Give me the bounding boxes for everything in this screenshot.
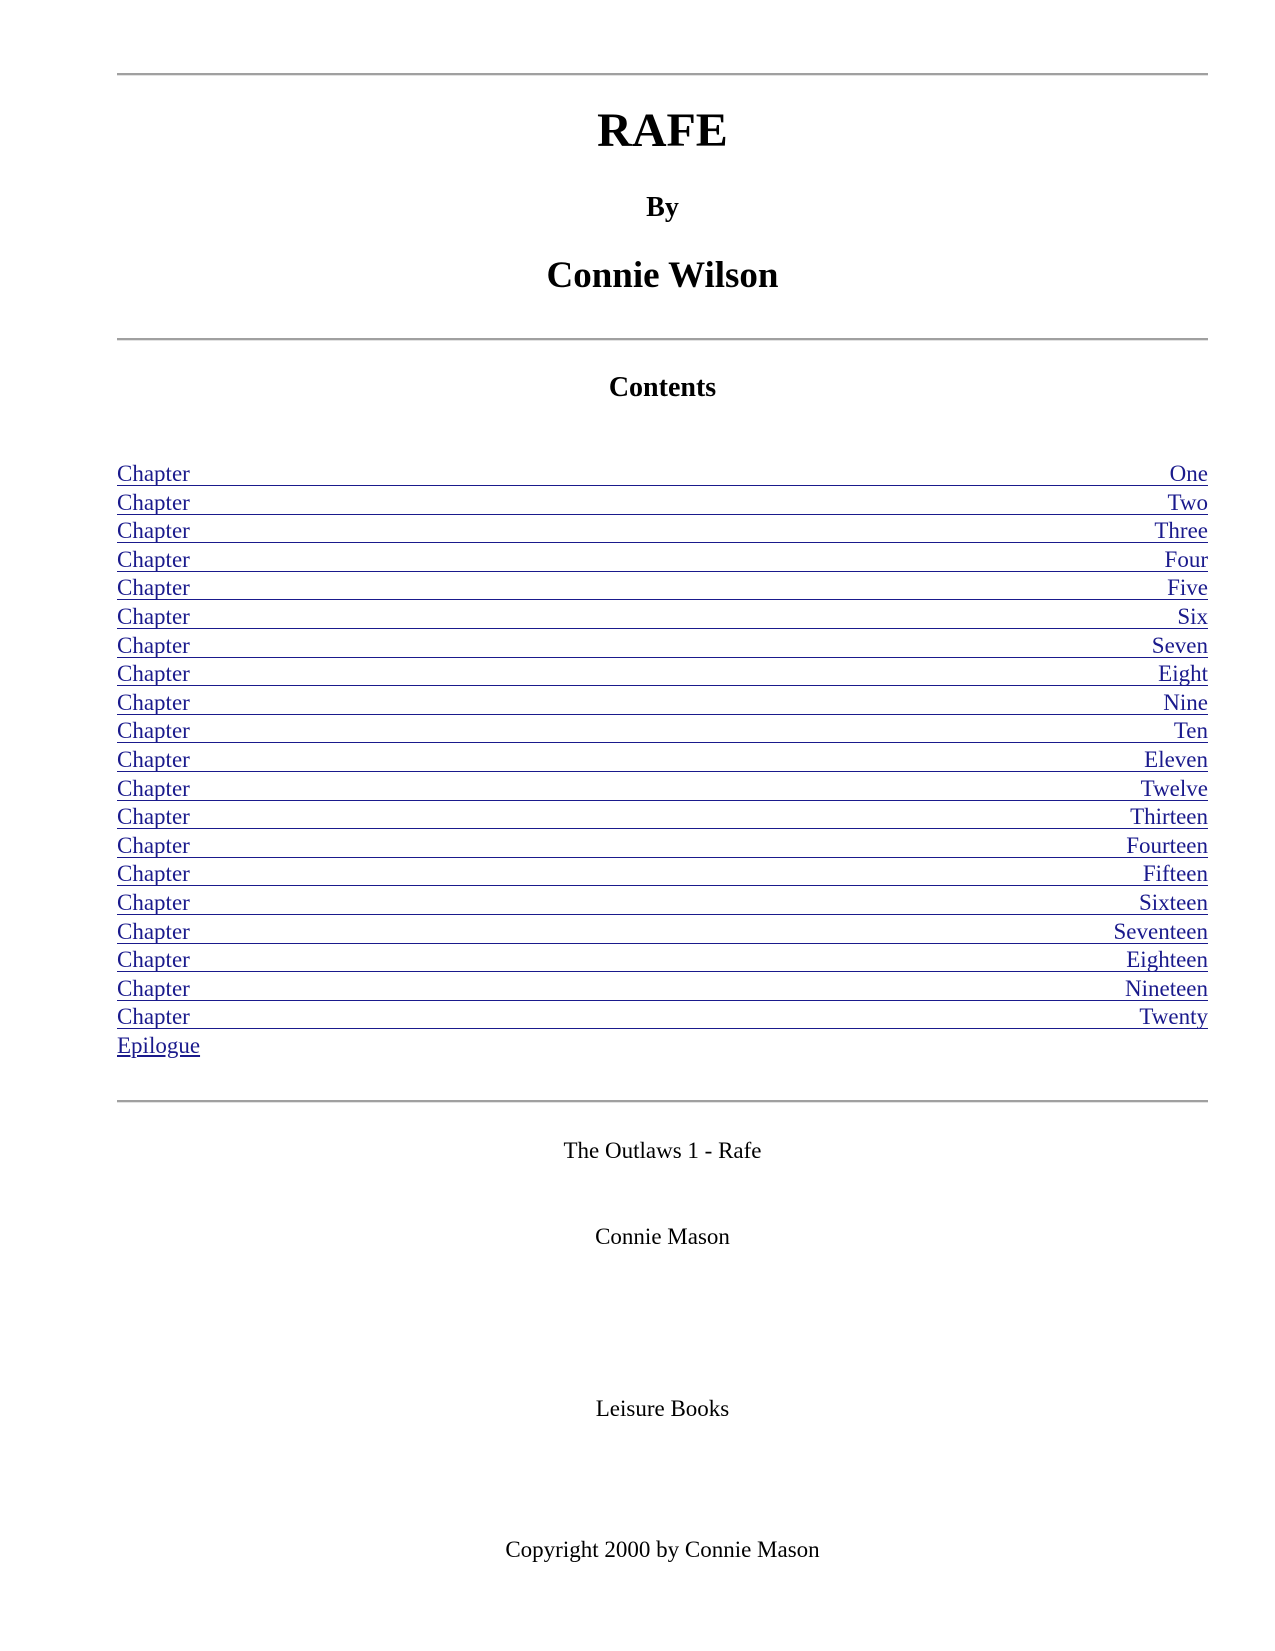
chapter-word: Chapter: [117, 775, 190, 801]
chapter-link[interactable]: [117, 748, 1208, 772]
toc-item: [117, 805, 1208, 834]
toc-item: [117, 948, 1208, 977]
chapter-link[interactable]: [117, 920, 1208, 944]
chapter-word: Chapter: [117, 918, 190, 944]
chapter-word: Chapter: [117, 461, 190, 486]
copyright-notice: Copyright 2000 by Connie Mason: [505, 1537, 820, 1562]
chapter-link[interactable]: [117, 805, 1208, 829]
chapter-number: Twenty: [1139, 1004, 1208, 1030]
toc-item: [117, 491, 1208, 520]
chapter-word: Chapter: [117, 889, 190, 915]
chapter-link[interactable]: [117, 662, 1208, 686]
chapter-link[interactable]: [117, 862, 1208, 886]
chapter-link[interactable]: [117, 777, 1208, 801]
chapter-link[interactable]: [117, 576, 1208, 600]
chapter-number: Eighteen: [1126, 947, 1208, 973]
toc-item: [117, 519, 1208, 548]
toc-item: [117, 662, 1208, 691]
book-title: RAFE: [597, 104, 728, 157]
toc-item: [117, 920, 1208, 949]
chapter-number: Eight: [1158, 661, 1208, 687]
toc-item: [117, 777, 1208, 806]
toc-item: [117, 634, 1208, 663]
chapter-number: Ten: [1173, 718, 1208, 744]
chapter-number: Three: [1154, 518, 1208, 544]
chapter-number: Seventeen: [1113, 918, 1208, 944]
table-of-contents: [117, 462, 1208, 1062]
chapter-link[interactable]: [117, 519, 1208, 543]
toc-item: [117, 891, 1208, 920]
chapter-word: Chapter: [117, 746, 190, 772]
toc-item: [117, 862, 1208, 891]
chapter-word: Chapter: [117, 718, 190, 744]
chapter-number: Fifteen: [1142, 861, 1208, 887]
series-title: The Outlaws 1 - Rafe: [563, 1138, 762, 1163]
chapter-link[interactable]: [117, 462, 1208, 486]
chapter-link[interactable]: [117, 548, 1208, 572]
chapter-number: Five: [1167, 575, 1208, 601]
chapter-number: Six: [1177, 603, 1208, 629]
chapter-word: Chapter: [117, 518, 190, 544]
toc-item: [117, 548, 1208, 577]
toc-item: [117, 748, 1208, 777]
toc-item: [117, 605, 1208, 634]
chapter-number: Nineteen: [1124, 975, 1208, 1001]
chapter-link[interactable]: [117, 634, 1208, 658]
toc-item: [117, 719, 1208, 748]
contents-divider: [117, 1100, 1208, 1103]
chapter-word: Chapter: [117, 1004, 190, 1030]
chapter-word: Chapter: [117, 689, 190, 715]
chapter-link[interactable]: [117, 1005, 1208, 1029]
chapter-link[interactable]: [117, 605, 1208, 629]
chapter-word: Chapter: [117, 947, 190, 973]
chapter-word: Chapter: [117, 861, 190, 887]
chapter-word: Chapter: [117, 489, 190, 515]
chapter-number: Four: [1164, 546, 1208, 572]
toc-item: [117, 691, 1208, 720]
chapter-number: Fourteen: [1126, 832, 1208, 858]
chapter-number: Twelve: [1140, 775, 1208, 801]
chapter-word: Chapter: [117, 975, 190, 1001]
chapter-number: One: [1169, 461, 1208, 486]
chapter-number: Thirteen: [1130, 804, 1208, 830]
chapter-word: Chapter: [117, 575, 190, 601]
chapter-link[interactable]: [117, 948, 1208, 972]
chapter-link[interactable]: [117, 834, 1208, 858]
toc-item: [117, 1005, 1208, 1034]
chapter-number: Nine: [1163, 689, 1208, 715]
chapter-number: Seven: [1151, 632, 1208, 658]
chapter-word: Chapter: [117, 632, 190, 658]
chapter-word: Chapter: [117, 661, 190, 687]
chapter-link[interactable]: [117, 491, 1208, 515]
header-divider: [117, 338, 1208, 341]
toc-item: [117, 576, 1208, 605]
chapter-word: Chapter: [117, 832, 190, 858]
toc-item: [117, 1034, 1208, 1063]
toc-item: [117, 977, 1208, 1006]
by-line: By: [646, 192, 679, 223]
chapter-word: Chapter: [117, 546, 190, 572]
chapter-word: Chapter: [117, 603, 190, 629]
chapter-number: Two: [1167, 489, 1208, 515]
book-author: Connie Wilson: [546, 255, 779, 296]
epilogue-link[interactable]: Epilogue: [117, 1032, 201, 1058]
chapter-word: Chapter: [117, 804, 190, 830]
toc-item: [117, 462, 1208, 491]
top-divider: [117, 73, 1208, 76]
chapter-link[interactable]: [117, 891, 1208, 915]
contents-heading: Contents: [608, 372, 717, 403]
chapter-number: Eleven: [1144, 746, 1208, 772]
publisher: Leisure Books: [595, 1396, 730, 1421]
chapter-link[interactable]: [117, 977, 1208, 1001]
chapter-link[interactable]: [117, 691, 1208, 715]
chapter-link[interactable]: [117, 719, 1208, 743]
toc-item: [117, 834, 1208, 863]
pen-author: Connie Mason: [595, 1224, 730, 1249]
chapter-number: Sixteen: [1139, 889, 1208, 915]
